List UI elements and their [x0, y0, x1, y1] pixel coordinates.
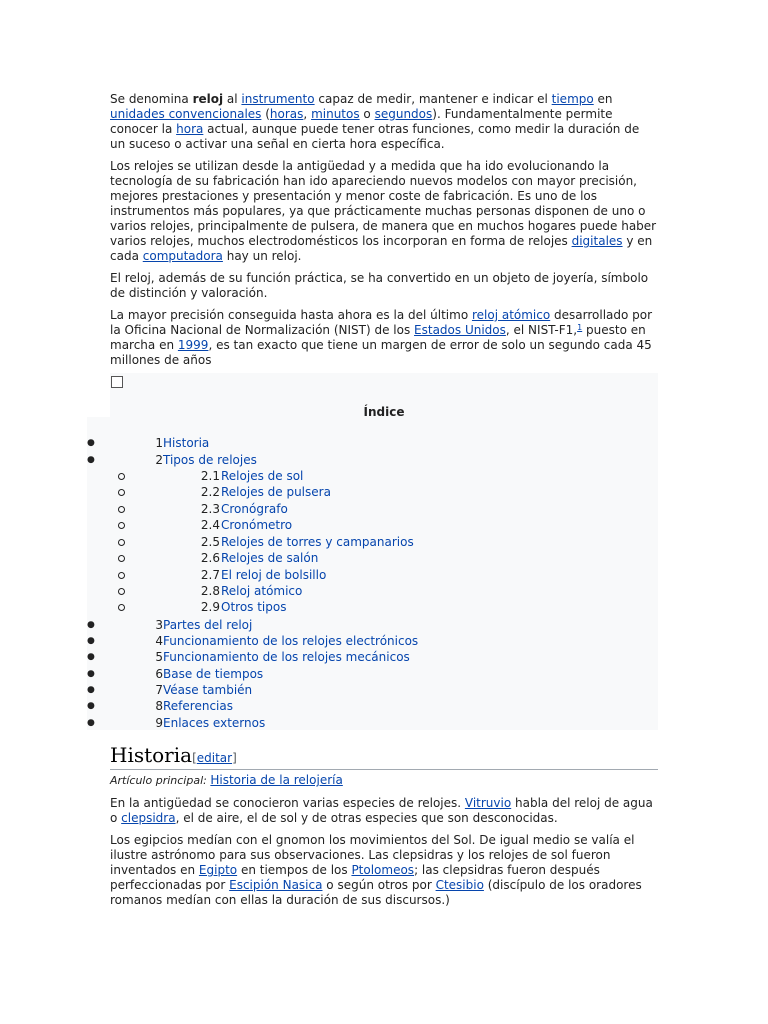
text: al [223, 92, 242, 106]
toc-number: 2.1 [200, 469, 220, 483]
toc-link[interactable]: Relojes de pulsera [221, 485, 331, 499]
bullet-icon: ● [87, 620, 95, 630]
text: en tiempos de los [237, 863, 352, 877]
toc-toggle-checkbox[interactable] [111, 376, 123, 388]
circle-bullet-icon [118, 588, 125, 595]
link-ctesibio[interactable]: Ctesibio [435, 878, 484, 892]
link-hora[interactable]: hora [176, 122, 204, 136]
bullet-icon: ● [87, 455, 95, 465]
bullet-icon: ● [87, 669, 95, 679]
text: Los egipcios medían con el gnomon los movimientos del Sol. De igual medio se valía el ilustre astrónomo para sus observaciones. Las clepsidras y los relojes de sol fueron inventados en [110, 833, 635, 877]
toc-link[interactable]: Otros tipos [221, 600, 287, 614]
toc-link[interactable]: Relojes de sol [221, 469, 304, 483]
hatnote-prefix: Artículo principal: [110, 774, 211, 787]
text: habla del reloj de agua o [110, 796, 653, 825]
text: En la antigüedad se conocieron varias especies de relojes. [110, 796, 465, 810]
link-1999[interactable]: 1999 [177, 338, 209, 352]
toc-item[interactable] [87, 551, 658, 566]
intro-paragraph-4 [110, 308, 658, 368]
toc-item[interactable] [87, 683, 658, 698]
toc-number: 2 [155, 453, 163, 467]
text: y en cada [110, 234, 653, 263]
toc-item[interactable] [87, 667, 658, 682]
toc-item[interactable] [87, 600, 658, 615]
toc-link[interactable]: Funcionamiento de los relojes electrónicos [163, 634, 419, 648]
text: ( [261, 107, 270, 121]
link-tiempo[interactable]: tiempo [551, 92, 594, 106]
circle-bullet-icon [118, 555, 125, 562]
circle-bullet-icon [118, 604, 125, 611]
link-horas[interactable]: horas [269, 107, 304, 121]
text: , [303, 107, 312, 121]
toc-number: 8 [155, 699, 163, 713]
text: en [593, 92, 613, 106]
toc-link[interactable]: Enlaces externos [163, 716, 266, 730]
toc-link[interactable]: El reloj de bolsillo [221, 568, 327, 582]
bracket: ] [232, 751, 237, 765]
toc-item[interactable] [87, 436, 658, 451]
text: Se denomina [110, 92, 193, 106]
text: (discípulo de los oradores romanos medían con ellas la duración de sus discursos.) [110, 878, 642, 907]
intro-paragraph-1 [110, 92, 658, 152]
intro-paragraph-3: El reloj, además de su función práctica, se ha convertido en un objeto de joyería, símbolo de distinción y valoración. [110, 271, 649, 300]
toc-link[interactable]: Relojes de torres y campanarios [221, 535, 414, 549]
text: capaz de medir, mantener e indicar el [314, 92, 552, 106]
bracket: [ [192, 751, 197, 765]
link-computadora[interactable]: computadora [142, 249, 223, 263]
toc-number: 2.9 [200, 600, 220, 614]
toc-item[interactable] [87, 634, 658, 649]
toc-item[interactable] [87, 485, 658, 500]
section-title-text: Historia [110, 743, 193, 767]
link-escipion-nasica[interactable]: Escipión Nasica [229, 878, 323, 892]
toc-item[interactable] [87, 650, 658, 665]
toc-item[interactable] [87, 568, 658, 583]
bullet-icon: ● [87, 652, 95, 662]
text: Los relojes se utilizan desde la antigüedad y a medida que ha ido evolucionando la tecnología de su fabricación han ido apareciendo nuevos modelos con mayor precisión, mejores prestaciones y presentación y menor coste de fabricación. Es uno de los instrumentos más populares, ya que prácticamente muchas personas disponen de uno o varios relojes, principalmente de pulsera, de manera que en muchos hogares puede haber varios relojes, muchos electrodomésticos los incorporan en forma de relojes [110, 159, 657, 248]
toc-number: 9 [155, 716, 163, 730]
text: desarrollado por la Oficina Nacional de Normalización (NIST) de los [110, 308, 653, 337]
toc-link[interactable]: Tipos de relojes [163, 453, 257, 467]
link-ptolomeos[interactable]: Ptolomeos [351, 863, 415, 877]
toc-item[interactable] [87, 699, 658, 714]
link-estados-unidos[interactable]: Estados Unidos [414, 323, 506, 337]
toc-number: 6 [155, 667, 163, 681]
bullet-icon: ● [87, 701, 95, 711]
text: , el de aire, el de sol y de otras especies que son desconocidas. [175, 811, 558, 825]
edit-section [192, 751, 237, 765]
bullet-icon: ● [87, 685, 95, 695]
circle-bullet-icon [118, 489, 125, 496]
toc-number: 2.6 [200, 551, 220, 565]
text: puesto en marcha en [110, 323, 646, 352]
hatnote [110, 773, 343, 788]
toc-item[interactable] [87, 453, 658, 468]
text: hay un reloj. [222, 249, 302, 263]
toc-number: 2.8 [200, 584, 220, 598]
link-instrumento[interactable]: instrumento [241, 92, 315, 106]
circle-bullet-icon [118, 473, 125, 480]
toc-link[interactable]: Referencias [163, 699, 233, 713]
bullet-icon: ● [87, 636, 95, 646]
bold-term: reloj [192, 92, 224, 106]
toc-item[interactable] [87, 716, 658, 731]
link-digitales[interactable]: digitales [571, 234, 623, 248]
text: o [359, 107, 375, 121]
toc-item[interactable] [87, 584, 658, 599]
link-reloj-atomico[interactable]: reloj atómico [471, 308, 551, 322]
circle-bullet-icon [118, 539, 125, 546]
toc-item[interactable] [87, 518, 658, 533]
bullet-icon: ● [87, 718, 95, 728]
toc-link[interactable]: Relojes de salón [221, 551, 319, 565]
toc-number: 1 [155, 436, 163, 450]
article-intro [110, 92, 658, 375]
historia-body [110, 796, 658, 915]
historia-paragraph-2 [110, 833, 658, 908]
circle-bullet-icon [118, 572, 125, 579]
toc-link[interactable]: Reloj atómico [221, 584, 303, 598]
historia-paragraph-1 [110, 796, 658, 826]
toc-item[interactable] [87, 535, 658, 550]
toc-link[interactable]: Cronógrafo [221, 502, 288, 516]
toc-link[interactable]: Cronómetro [221, 518, 293, 532]
toc-number: 7 [155, 683, 163, 697]
text: o según otros por [322, 878, 436, 892]
text: , el NIST-F1, [505, 323, 578, 337]
toc-number: 3 [155, 618, 163, 632]
link-egipto[interactable]: Egipto [198, 863, 238, 877]
circle-bullet-icon [118, 506, 125, 513]
link-unidades[interactable]: unidades convencionales [110, 107, 262, 121]
bullet-icon: ● [87, 438, 95, 448]
toc-link[interactable]: Véase también [163, 683, 253, 697]
edit-link[interactable]: editar [196, 751, 233, 765]
toc-item[interactable] [87, 618, 658, 633]
toc-link[interactable]: Partes del reloj [163, 618, 253, 632]
reference-link[interactable]: 1 [577, 323, 583, 332]
text: La mayor precisión conseguida hasta ahora es la del último [110, 308, 472, 322]
toc-link[interactable]: Funcionamiento de los relojes mecánicos [163, 650, 410, 664]
toc-number: 5 [155, 650, 163, 664]
toc-item[interactable] [87, 469, 658, 484]
text: , es tan exacto que tiene un margen de error de solo un segundo cada 45 millones de años [110, 338, 652, 367]
link-historia-relojeria[interactable]: Historia de la relojería [210, 773, 343, 787]
link-segundos[interactable]: segundos [374, 107, 433, 121]
toc-number: 2.2 [200, 485, 220, 499]
link-minutos[interactable]: minutos [311, 107, 360, 121]
toc-title: Índice [363, 405, 405, 419]
toc-item[interactable] [87, 502, 658, 517]
toc-number: 2.3 [200, 502, 220, 516]
section-heading-historia [110, 742, 658, 770]
toc-link[interactable]: Historia [163, 436, 210, 450]
table-of-contents [87, 373, 658, 730]
text: ). Fundamentalmente permite conocer la [110, 107, 613, 136]
toc-number: 2.5 [200, 535, 220, 549]
link-clepsidra[interactable]: clepsidra [121, 811, 176, 825]
link-vitruvio[interactable]: Vitruvio [464, 796, 512, 810]
text: ; las clepsidras fueron después perfeccionadas por [110, 863, 600, 892]
toc-number: 2.4 [200, 518, 220, 532]
toc-number: 4 [155, 634, 163, 648]
text: actual, aunque puede tener otras funciones, como medir la duración de un suceso o activar una señal en cierta hora específica. [110, 122, 640, 151]
intro-paragraph-2 [110, 159, 658, 264]
circle-bullet-icon [118, 522, 125, 529]
toc-number: 2.7 [200, 568, 220, 582]
toc-link[interactable]: Base de tiempos [163, 667, 264, 681]
